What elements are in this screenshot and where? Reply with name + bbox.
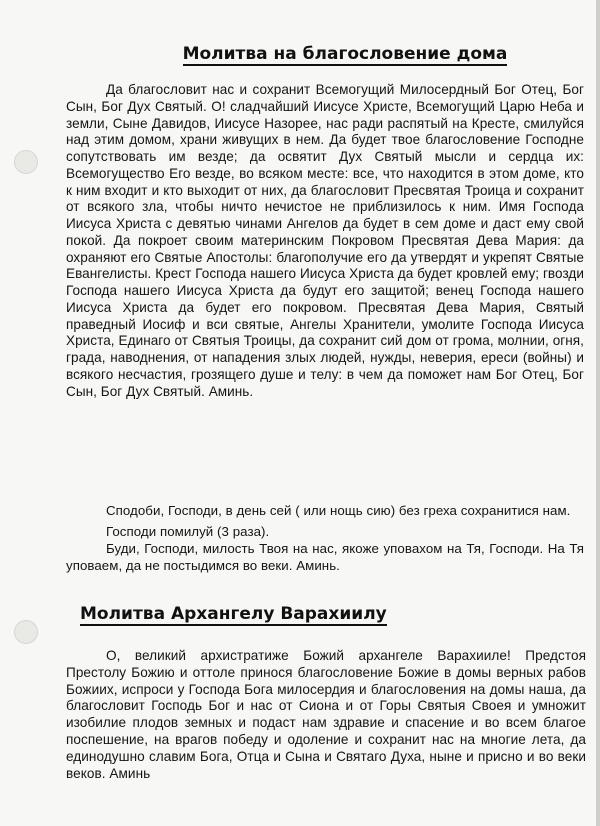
prayer-title-archangel-barachiel bbox=[80, 604, 520, 624]
short-prayer-mercy: Буди, Господи, милость Твоя на нас, якоже уповахом на Тя, Господи. На Тя уповаем, да не постыдимся во веки. Аминь. bbox=[66, 541, 584, 573]
short-prayers-block bbox=[66, 502, 584, 574]
archangel-prayer-block bbox=[66, 648, 586, 782]
punch-hole-top bbox=[14, 150, 38, 174]
punch-hole-bottom bbox=[14, 620, 38, 644]
prayer-title-archangel-barachiel-text: Молитва Архангелу Варахиилу bbox=[80, 604, 387, 624]
archangel-prayer-text: О, великий архистратиже Божий архангеле Варахииле! Предстоя Престолу Божию и оттоле принося благословение Божие в домы верных рабов Божиих, испроси у Господа Бога милосердия и благословения на домы наша, да благословит Господь Бог и нас от Сиона и от Горы Святыя Своея и умножит изобилие плодов земных и подаст нам здравие и спасение и во всем благое поспешение, на врагов победу и одоление и сохранит нас на многие лета, да единодушно славим Бога, Отца и Сына и Святаго Духа, ныне и присно и во веки веков. Аминь bbox=[66, 648, 586, 781]
prayer-title-home-blessing-text: Молитва на благословение дома bbox=[182, 44, 508, 64]
short-prayer-day-night: Сподоби, Господи, в день сей ( или нощь сию) без греха сохранитися нам. bbox=[106, 503, 571, 518]
page-edge-shadow bbox=[596, 0, 600, 826]
home-blessing-prayer-text: Да благословит нас и сохранит Всемогущий Милосердный Бог Отец, Бог Сын, Бог Дух Святый. О! сладчайший Иисусе Христе, Всемогущий Царю Неба и земли, Сыне Давидов, Иисусе Назорее, нас ради распятый на Кресте, смилуйся над этим домом, храни живущих в нем. Да будет твое благословение Господне сопутствовать им везде; да освятит Дух Святый мысли и сердца их: Всемогущество Его везде, во всяком месте: все, что находится в этом доме, кто к ним входит и кто выходит от них, да благословит Пресвятая Троица и сохранит от всякого зла, чтобы ничто нечистое не приблизилось к ним. Имя Господа Иисуса Христа с девятью чинами Ангелов да будет в сем доме и даст ему свой покой. Да покроет своим материнским Покровом Пресвятая Дева Мария: да охраняют его Святые Апостолы: благополучие его да утвердят и укрепят Святые Евангелисты. Крест Господа нашего Иисуса Христа да будет кровлей ему; гвозди Господа нашего Иисуса Христа да будут его защитой; венец Господа нашего Иисуса Христа да будет его покровом. Пресвятая Дева Мария, Святый праведный Иосиф и вси святые, Ангелы Хранители, умолите Господа Иисуса Христа, Единаго от Святыя Троицы, да сохранит сий дом от грома, молнии, огня, града, наводнения, от нападения злых людей, нужды, неверия, ереси (войны) и всякого несчастия, грозящего душе и телу: в чем да поможет нам Бог Отец, Бог Сын, Бог Дух Святый. Аминь. bbox=[66, 82, 584, 399]
home-blessing-prayer-block bbox=[66, 82, 584, 400]
short-prayer-lord-have-mercy: Господи помилуй (3 раза). bbox=[106, 524, 270, 539]
prayer-title-home-blessing bbox=[0, 44, 600, 64]
